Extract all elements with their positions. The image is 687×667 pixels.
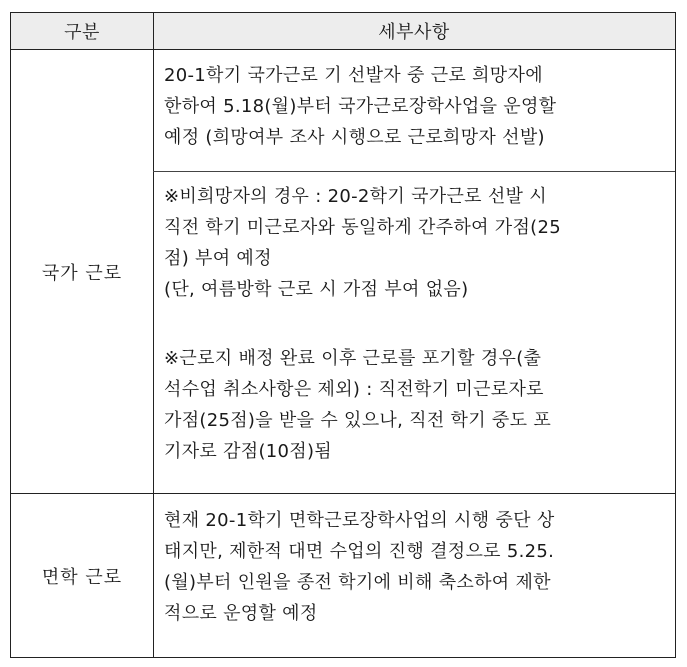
detail-withdrawal-note: ※근로지 배정 완료 이후 근로를 포기할 경우(출 석수업 취소사항은 제외) : 직전학기 미근로자로 가점(25점)을 받을 수 있으나, 직전 학기 중도 포 기자로 감점(10점)됨 <box>164 348 552 462</box>
sub-row-divider <box>153 171 675 172</box>
category-national-work: 국가 근로 <box>41 262 123 284</box>
detail-non-applicant-note: ※비희망자의 경우 : 20-2학기 국가근로 선발 시 직전 학기 미근로자와 동일하게 간주하여 가점(25 점) 부여 예정 (단, 여름방학 근로 시 가점 부여 없음) <box>164 186 562 300</box>
column-divider <box>153 13 154 657</box>
header-category: 구분 <box>64 22 100 43</box>
info-table <box>10 12 676 658</box>
header-details: 세부사항 <box>378 22 450 43</box>
category-study-work: 면학 근로 <box>41 566 123 588</box>
detail-study-work: 현재 20-1학기 면학근로장학사업의 시행 중단 상 태지만, 제한적 대면 수업의 진행 결정으로 5.25. (월)부터 인원을 종전 학기에 비해 축소하여 제한 적으로 운영할 예정 <box>164 510 555 624</box>
detail-national-selection: 20-1학기 국가근로 기 선발자 중 근로 희망자에 한하여 5.18(월)부터 국가근로장학사업을 운영할 예정 (희망여부 조사 시행으로 근로희망자 선발) <box>164 65 557 148</box>
